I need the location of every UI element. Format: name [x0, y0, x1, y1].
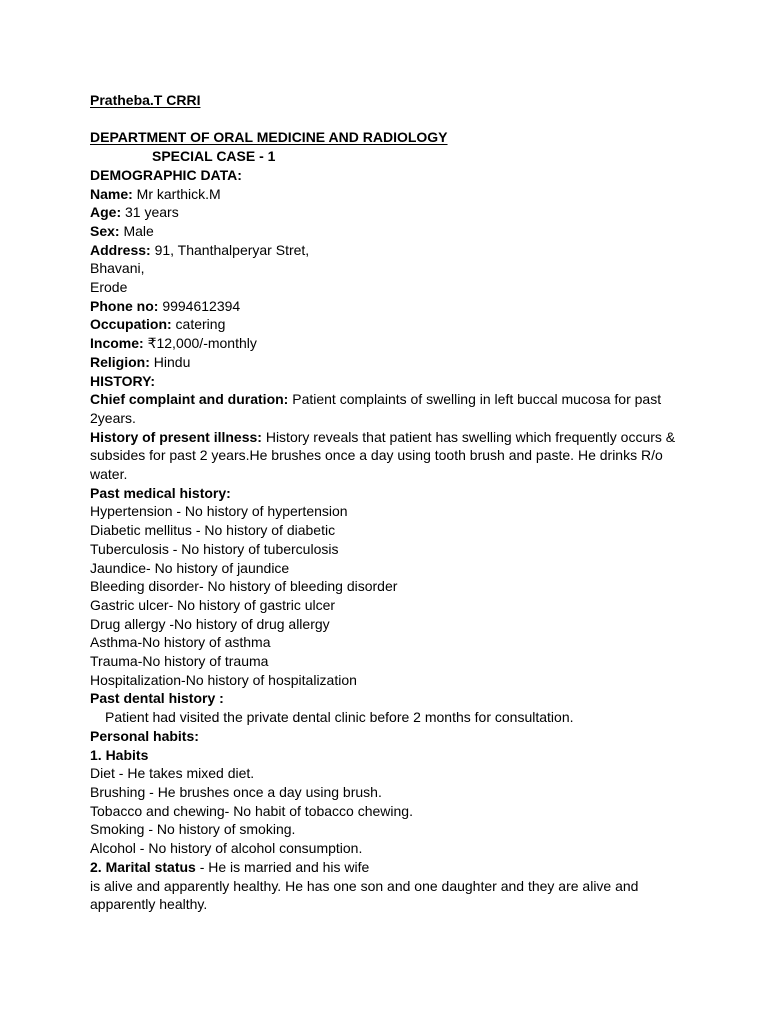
present-illness [90, 428, 690, 484]
habit-item: Smoking - No history of smoking. [90, 821, 296, 838]
name-value: Mr karthick.M [132, 185, 221, 202]
document-body [90, 91, 690, 914]
department-heading: DEPARTMENT OF ORAL MEDICINE AND RADIOLOGY [90, 129, 448, 146]
age-value: 31 years [121, 204, 179, 221]
address-row [90, 241, 690, 260]
name-label: Name: [90, 185, 133, 202]
marital-status-label: 2. Marital status [90, 858, 196, 875]
phone-value: 9994612394 [158, 297, 241, 314]
past-dental-heading: Past dental history : [90, 690, 224, 707]
occupation-label: Occupation: [90, 316, 172, 333]
past-medical-heading: Past medical history: [90, 484, 231, 501]
present-illness-label: History of present illness: [90, 428, 262, 445]
author-line: Pratheba.T CRRI [90, 92, 201, 108]
religion-label: Religion: [90, 353, 150, 370]
present-illness-value: History reveals that patient has swelling which frequently occurs & subsides for past 2 years.He brushes once a day using tooth brush and paste. He drinks R/o water. [90, 428, 676, 483]
sex-row [90, 222, 690, 241]
history-heading: HISTORY: [90, 372, 156, 389]
age-row [90, 203, 690, 222]
past-medical-item: Drug allergy -No history of drug allergy [90, 615, 330, 632]
habit-item: Brushing - He brushes once a day using brush. [90, 784, 382, 800]
personal-habits-heading: Personal habits: [90, 727, 199, 744]
address-line-3: Erode [90, 279, 128, 296]
past-medical-item: Jaundice- No history of jaundice [90, 559, 290, 576]
chief-complaint-label: Chief complaint and duration: [90, 391, 289, 408]
case-title: SPECIAL CASE - 1 [152, 148, 276, 165]
past-medical-item: Hospitalization-No history of hospitalization [90, 671, 357, 688]
income-value: ₹12,000/-monthly [143, 335, 257, 352]
phone-label: Phone no: [90, 297, 159, 314]
past-medical-list [90, 502, 690, 689]
past-medical-item: Tuberculosis - No history of tuberculosis [90, 540, 339, 557]
chief-complaint [90, 390, 690, 427]
address-label: Address: [90, 241, 151, 258]
phone-row [90, 297, 690, 316]
religion-row [90, 353, 690, 372]
occupation-value: catering [171, 316, 226, 333]
sex-label: Sex: [90, 222, 120, 239]
address-line-2: Bhavani, [90, 260, 145, 277]
income-label: Income: [90, 335, 144, 352]
habit-item: Alcohol - No history of alcohol consumption. [90, 840, 363, 857]
age-label: Age: [90, 204, 122, 221]
address-value: 91, Thanthalperyar Stret, [150, 241, 310, 258]
marital-status-continuation: is alive and apparently healthy. He has one son and one daughter and they are alive and apparently healthy. [90, 877, 639, 913]
marital-status-value: - He is married and his wife [195, 858, 370, 875]
chief-complaint-value: Patient complaints of swelling in left buccal mucosa for past 2years. [90, 391, 662, 426]
occupation-row [90, 315, 690, 334]
habit-item: Diet - He takes mixed diet. [90, 765, 255, 782]
demographic-heading: DEMOGRAPHIC DATA: [90, 166, 242, 183]
past-medical-item: Hypertension - No history of hypertension [90, 503, 348, 520]
habits-list [90, 764, 690, 858]
marital-status-row [90, 858, 690, 877]
religion-value: Hindu [149, 353, 191, 370]
habit-item: Tobacco and chewing- No habit of tobacco chewing. [90, 802, 413, 819]
past-medical-item: Gastric ulcer- No history of gastric ulcer [90, 596, 336, 613]
past-medical-item: Asthma-No history of asthma [90, 634, 271, 651]
past-medical-item: Bleeding disorder- No history of bleeding disorder [90, 578, 398, 595]
past-medical-item: Diabetic mellitus - No history of diabetic [90, 522, 336, 539]
spacer [90, 110, 690, 129]
name-row [90, 185, 690, 204]
past-medical-item: Trauma-No history of trauma [90, 653, 269, 670]
habits-subheading: 1. Habits [90, 746, 149, 763]
past-dental-value: Patient had visited the private dental clinic before 2 months for consultation. [105, 709, 574, 726]
income-row [90, 334, 690, 353]
sex-value: Male [119, 222, 154, 239]
